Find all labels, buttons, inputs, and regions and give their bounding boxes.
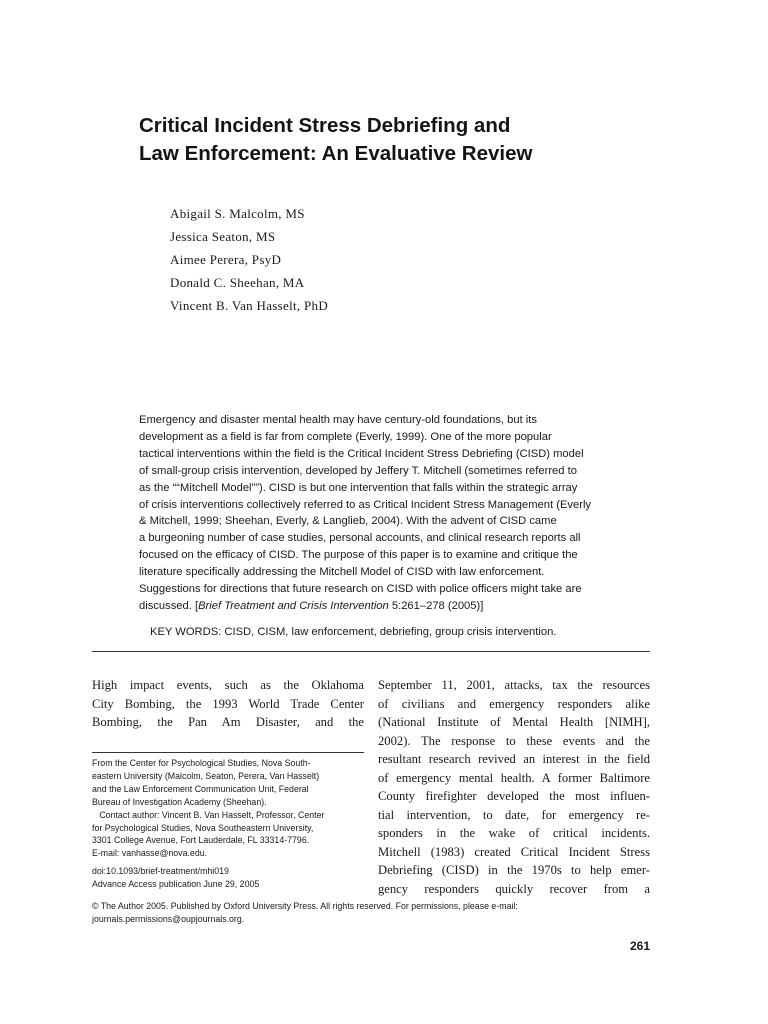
footnote-line: Bureau of Investigation Academy (Sheehan). — [92, 796, 267, 807]
body-line: High impact events, such as the Oklahoma — [92, 678, 364, 692]
abstract-line: of small-group crisis intervention, developed by Jeffery T. Mitchell (sometimes referred to — [139, 464, 577, 477]
body-line: gency responders quickly recover from a — [378, 881, 650, 896]
abstract-line: focused on the efficacy of CISD. The purpose of this paper is to examine and critique the — [139, 549, 578, 562]
author-4: Donald C. Sheehan, MA — [170, 275, 305, 290]
citation-details: 5:261–278 (2005)] — [388, 599, 484, 612]
body-line: City Bombing, the 1993 World Trade Center — [92, 696, 364, 711]
page-number: 261 — [629, 939, 650, 953]
abstract-line: Suggestions for directions that future research on CISD with police officers might take are — [139, 583, 582, 596]
article-title-line-1: Critical Incident Stress Debriefing and — [139, 114, 511, 137]
footnote-line: From the Center for Psychological Studies, Nova South- — [92, 758, 311, 768]
abstract-line: tactical interventions within the field is the Critical Incident Stress Debriefing (CISD) model — [139, 447, 584, 460]
key-words: KEY WORDS: CISD, CISM, law enforcement, debriefing, group crisis intervention. — [150, 626, 557, 638]
copyright-line-1: © The Author 2005. Published by Oxford University Press. All rights reserved. For permissions, please e-mail: — [92, 901, 518, 911]
body-line: Mitchell (1983) created Critical Incident Stress — [378, 844, 650, 859]
footnote-line: Contact author: Vincent B. Van Hasselt, Professor, Center — [92, 809, 325, 820]
body-line: September 11, 2001, attacks, tax the resources — [378, 678, 650, 692]
abstract — [139, 412, 639, 615]
body-line: sponders in the wake of critical incidents. — [378, 826, 650, 840]
abstract-last-line-prefix: discussed. [ — [139, 599, 199, 612]
author-2: Jessica Seaton, MS — [170, 229, 276, 244]
copyright-notice — [92, 900, 652, 925]
author-affiliation-footnote — [92, 757, 372, 891]
body-line: resultant research revived an interest in the field — [378, 752, 650, 766]
body-line: (National Institute of Mental Health [NIMH], — [378, 715, 650, 729]
footnote-divider — [92, 752, 364, 753]
abstract-line: & Mitchell, 1999; Sheehan, Everly, & Langlieb, 2004). With the advent of CISD came — [139, 515, 557, 528]
citation-journal: Brief Treatment and Crisis Intervention — [198, 599, 389, 612]
abstract-line: literature specifically addressing the Mitchell Model of CISD with law enforcement. — [139, 566, 545, 579]
body-line: 2002). The response to these events and the — [378, 733, 650, 748]
abstract-line: as the ““Mitchell Model””). CISD is but one intervention that falls within the strategic array — [139, 481, 578, 494]
body-line: Bombing, the Pan Am Disaster, and the — [92, 715, 364, 729]
body-column-right — [378, 676, 650, 898]
abstract-line: a burgeoning number of case studies, personal accounts, and clinical research reports all — [139, 532, 581, 545]
author-list — [170, 202, 328, 317]
abstract-line: development as a field is far from complete (Everly, 1999). One of the more popular — [139, 430, 552, 443]
copyright-line-2: journals.permissions@oupjournals.org. — [92, 913, 245, 924]
article-title-line-2: Law Enforcement: An Evaluative Review — [139, 142, 533, 165]
abstract-line: Emergency and disaster mental health may have century-old foundations, but its — [139, 414, 537, 426]
footnote-line: 3301 College Avenue, Fort Lauderdale, FL 33314-7796. — [92, 835, 310, 846]
article-title — [139, 112, 659, 168]
body-line: tial intervention, to date, for emergency re- — [378, 807, 650, 822]
footnote-line: and the Law Enforcement Communication Unit, Federal — [92, 783, 309, 794]
author-5: Vincent B. Van Hasselt, PhD — [170, 298, 329, 313]
advance-access-date: Advance Access publication June 29, 2005 — [92, 879, 260, 890]
footnote-line: eastern University (Malcolm, Seaton, Perera, Van Hasselt) — [92, 770, 320, 781]
body-line: Debriefing (CISD) in the 1970s to help emer- — [378, 863, 650, 877]
author-1: Abigail S. Malcolm, MS — [170, 206, 305, 221]
abstract-last-line — [139, 598, 639, 615]
author-3: Aimee Perera, PsyD — [170, 252, 282, 267]
body-line: of emergency mental health. A former Baltimore — [378, 770, 650, 785]
body-column-left — [92, 676, 364, 732]
body-line: of civilians and emergency responders alike — [378, 696, 650, 711]
section-divider — [92, 651, 650, 652]
body-line: County firefighter developed the most influen- — [378, 789, 650, 803]
footnote-line: E-mail: vanhasse@nova.edu. — [92, 848, 208, 859]
footnote-line: for Psychological Studies, Nova Southeastern University, — [92, 822, 314, 833]
doi: doi:10.1093/brief-treatment/mhi019 — [92, 866, 229, 877]
abstract-line: of crisis interventions collectively referred to as Critical Incident Stress Management (Everly — [139, 498, 592, 511]
